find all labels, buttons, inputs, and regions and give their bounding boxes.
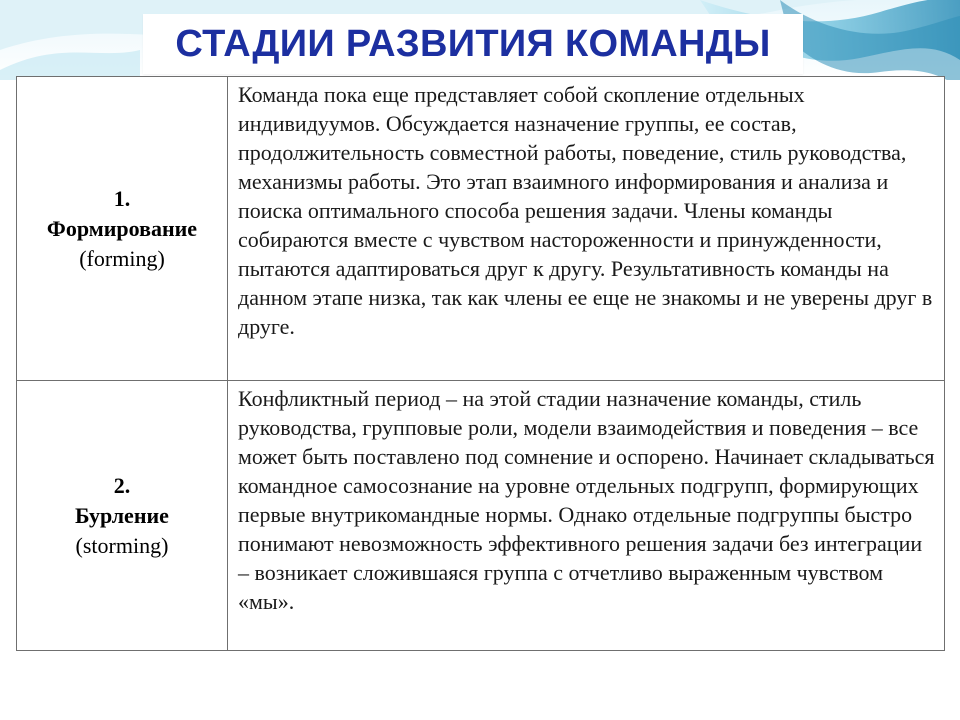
- stage-name-cell: [17, 381, 228, 651]
- table-row: [17, 381, 945, 651]
- stage-description: Конфликтный период – на этой стадии назначение команды, стиль руководства, групповые роли, модели взаимодействия и поведения – все может быть поставлено под сомнение и оспорено. Начинает складываться командное самосознание на уровне отдельных подгрупп, формирующих первые внутрикомандные нормы. Однако отдельные подгруппы быстро понимают невозможность эффективного решения задачи без интеграции – возникает сложившаяся группа с отчетливо выраженным чувством «мы».: [228, 381, 945, 651]
- stage-number: 1.: [113, 185, 131, 211]
- stage-title: Бурление: [75, 502, 169, 528]
- stage-number: 2.: [113, 472, 131, 498]
- stage-english-name: (forming): [79, 245, 165, 271]
- stage-description: Команда пока еще представляет собой скопление отдельных индивидуумов. Обсуждается назначение группы, ее состав, продолжительность совместной работы, поведение, стиль руководства, механизмы работы. Это этап взаимного информирования и анализа и поиска оптимального способа решения задачи. Члены команды собираются вместе с чувством настороженности и принужденности, пытаются адаптироваться друг к другу. Результативность команды на данном этапе низка, так как члены ее еще не знакомы и не уверены друг в друге.: [228, 77, 945, 381]
- stages-table: [16, 76, 945, 651]
- table-row: [17, 77, 945, 381]
- title-banner: [143, 14, 803, 74]
- stage-title: Формирование: [46, 215, 198, 241]
- page-title: СТАДИИ РАЗВИТИЯ КОМАНДЫ: [175, 22, 771, 65]
- stage-english-name: (storming): [75, 532, 169, 558]
- stage-name-cell: [17, 77, 228, 381]
